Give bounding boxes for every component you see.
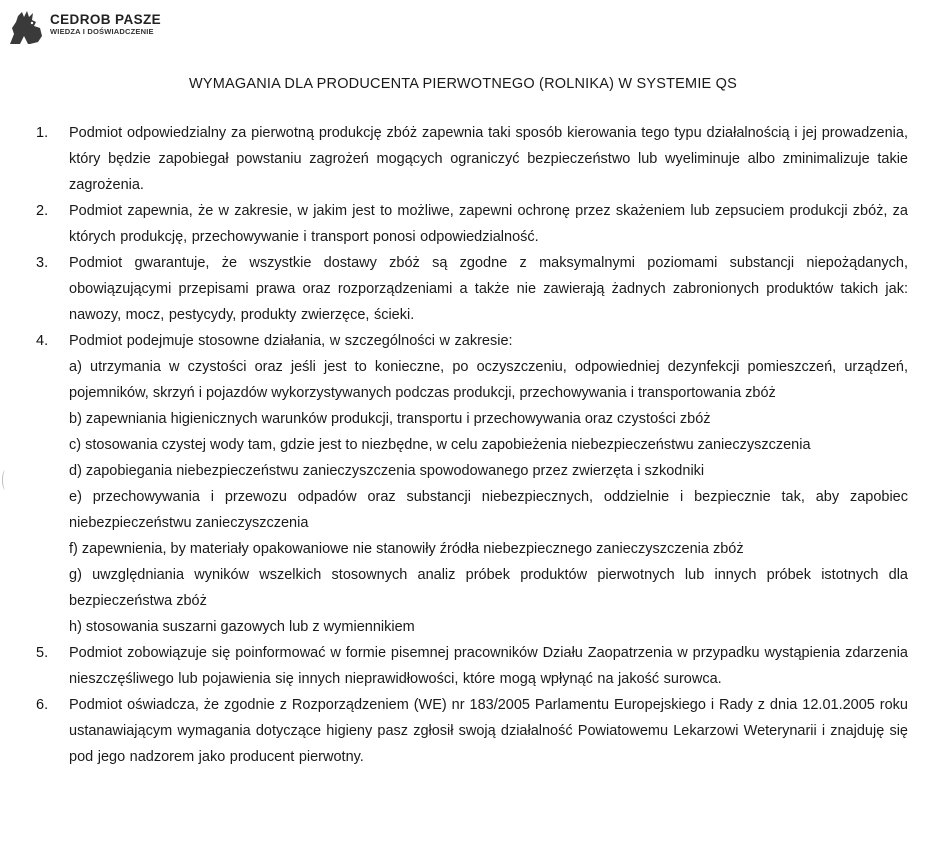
sub-item: a) utrzymania w czystości oraz jeśli jest to konieczne, po oczyszczeniu, odpowiedniej dezynfekcji pomieszczeń, urządzeń, pojemników, skrzyń i pojazdów wykorzystywanych podczas produkcji, przechowywania i transportowania zbóż [69, 359, 908, 401]
sub-item: b) zapewniania higienicznych warunków produkcji, transportu i przechowywania oraz czystości zbóż [69, 411, 711, 427]
item-number: 1. [36, 125, 49, 141]
brand-tagline: WIEDZA I DOŚWIADCZENIE [50, 27, 154, 36]
requirements-list [0, 120, 926, 770]
scan-margin-mark [2, 470, 9, 490]
sub-item: e) przechowywania i przewozu odpadów oraz substancji niebezpiecznych, oddzielnie i bezpiecznie tak, aby zapobiec niebezpieczeństwu zanieczyszczenia [69, 489, 908, 531]
sub-item: c) stosowania czystej wody tam, gdzie jest to niezbędne, w celu zapobieżenia niebezpieczeństwu zanieczyszczenia [69, 437, 811, 453]
brand-name: CEDROB PASZE [50, 12, 162, 27]
item-number: 3. [36, 255, 49, 271]
item-text: Podmiot gwarantuje, że wszystkie dostawy zbóż są zgodne z maksymalnymi poziomami substancji niepożądanych, obowiązującymi przepisami prawa oraz rozporządzeniami a także nie zawierają żadnych zabronionych produktów takich jak: nawozy, mocz, pestycydy, produkty zwierzęce, ścieki. [69, 255, 908, 323]
sub-item: d) zapobiegania niebezpieczeństwu zanieczyszczenia spowodowanego przez zwierzęta i szkodniki [69, 463, 705, 479]
list-item [0, 250, 926, 328]
item-number: 5. [36, 645, 49, 661]
item-text: Podmiot podejmuje stosowne działania, w szczególności w zakresie: [69, 333, 513, 349]
item-text: Podmiot zobowiązuje się poinformować w formie pisemnej pracowników Działu Zaopatrzenia w przypadku wystąpienia zdarzenia nieszczęśliwego lub pojawienia się innych nieprawidłowości, które mogą wpłynąć na jakość surowca. [69, 645, 908, 687]
list-item [0, 692, 926, 770]
list-item [0, 640, 926, 692]
item-text: Podmiot oświadcza, że zgodnie z Rozporządzeniem (WE) nr 183/2005 Parlamentu Europejskiego i Rady z dnia 12.01.2005 roku ustanawiającym wymagania dotyczące higieny pasz zgłosił swoją działalność Powiatowemu Lekarzowi Weterynarii i znajduję się pod jego nadzorem jako producent pierwotny. [69, 697, 908, 765]
sub-item: h) stosowania suszarni gazowych lub z wymiennikiem [69, 619, 415, 635]
item-text: Podmiot odpowiedzialny za pierwotną produkcję zbóż zapewnia taki sposób kierowania tego typu działalnością i jej prowadzenia, który będzie zapobiegał powstaniu zagrożeń mogących ograniczyć bezpieczeństwo lub wyeliminuje albo zminimalizuje takie zagrożenia. [69, 125, 908, 193]
sub-item: f) zapewnienia, by materiały opakowaniowe nie stanowiły źródła niebezpiecznego zanieczyszczenia zbóż [69, 541, 744, 557]
sub-item: g) uwzględniania wyników wszelkich stosownych analiz próbek produktów pierwotnych lub innych próbek istotnych dla bezpieczeństwa zbóż [69, 567, 908, 609]
list-item [0, 198, 926, 250]
list-item [0, 120, 926, 198]
item-number: 2. [36, 203, 49, 219]
document-title: WYMAGANIA DLA PRODUCENTA PIERWOTNEGO (ROLNIKA) W SYSTEMIE QS [188, 76, 738, 92]
list-item [0, 328, 926, 640]
item-number: 6. [36, 697, 49, 713]
company-logo [6, 8, 161, 51]
rooster-icon [6, 8, 46, 51]
item-number: 4. [36, 333, 49, 349]
item-text: Podmiot zapewnia, że w zakresie, w jakim jest to możliwe, zapewni ochronę przez skażeniem lub zepsuciem produkcji zbóż, za których produkcję, przechowywanie i transport ponosi odpowiedzialność. [69, 203, 908, 245]
